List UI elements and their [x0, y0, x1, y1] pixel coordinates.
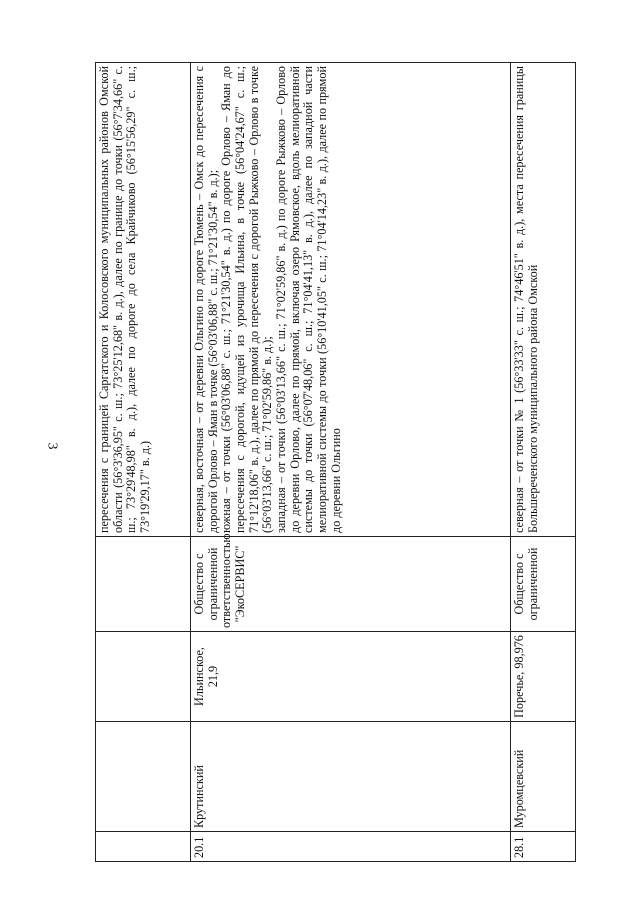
place-area-cell: Поречье, 98,976: [511, 632, 576, 722]
organization-cell: Общество с ограниченной ответственностью "ЭкоСЕРВИС": [191, 537, 511, 632]
organization-cell: [96, 537, 191, 632]
district-cell: Муромцевский: [511, 722, 576, 832]
place-area-cell: Ильинское, 21,9: [191, 632, 511, 722]
hunting-grounds-table: [95, 62, 576, 862]
boundary-north: северная – от точки № 1 (56°33'33" с. ш.; 74°46'51" в. д.), места пересечения границы Большереченского муниципального района Омской: [512, 66, 540, 533]
organization-cell: Общество с ограниченной: [511, 537, 576, 632]
rotated-table-wrapper: [95, 62, 575, 862]
table-row: [191, 63, 511, 862]
row-number-cell: 20.1: [191, 832, 511, 862]
boundary-description-cell: [191, 63, 511, 537]
row-number-cell: [96, 832, 191, 862]
table-row: [511, 63, 576, 862]
page-number: 3: [44, 442, 60, 450]
district-cell: [96, 722, 191, 832]
row-number-cell: 28.1: [511, 832, 576, 862]
table-row: [96, 63, 191, 862]
boundary-description-cell: [511, 63, 576, 537]
boundary-description-cell: [96, 63, 191, 537]
boundary-west: западная – от точки (56°03'13,66" с. ш.; 71°02'59,86" в. д.) по дороге Рыжково – Орлово до деревни Орлово, далее по прямой, включая озеро Рямовское, вдоль мелиоративной системы до точки (56°07'48,06" с. ш.; 71°04'41,13" в. д.), далее по западной части мелиоративной системы до точки (56°10'41,05" с. ш.; 71°04'14,23" в. д.), далее по прямой до деревни Ольгино: [273, 66, 343, 533]
district-cell: Крутинский: [191, 722, 511, 832]
place-area-cell: [96, 632, 191, 722]
boundary-south: южная – от точки (56°03'06,88" с. ш.; 71°21'30,54" в. д.) по дороге Орлово – Яман до пересечения с дорогой, идущей из урочища Ильина, в точке (56°04'24,67" с. ш.; 71°12'18,06" в. д.), далее по прямой до пересечения с дорогой Рыжково – Орлово в точке (56°03'13,66" с. ш.; 71°02'59,86" в. д.);: [219, 66, 275, 533]
boundary-north-east: северная, восточная – от деревни Ольгино по дороге Тюмень – Омск до пересечения с дорогой Орлово – Яман в точке (56°03'06,88" с. ш.; 71°21'30,54" в. д.);: [192, 66, 220, 533]
boundary-text: пересечения с границей Саргатского и Колосовского муниципальных районов Омской области (56°3'36,95" с. ш.; 73°25'12,68" в. д.), далее по границе до точки (56°7'34,66" с. ш.; 73°29'48,98" в. д.), далее по дороге до села Крайчиково (56°15'56,29" с. ш.; 73°19'29,17" в. д.): [97, 66, 152, 533]
